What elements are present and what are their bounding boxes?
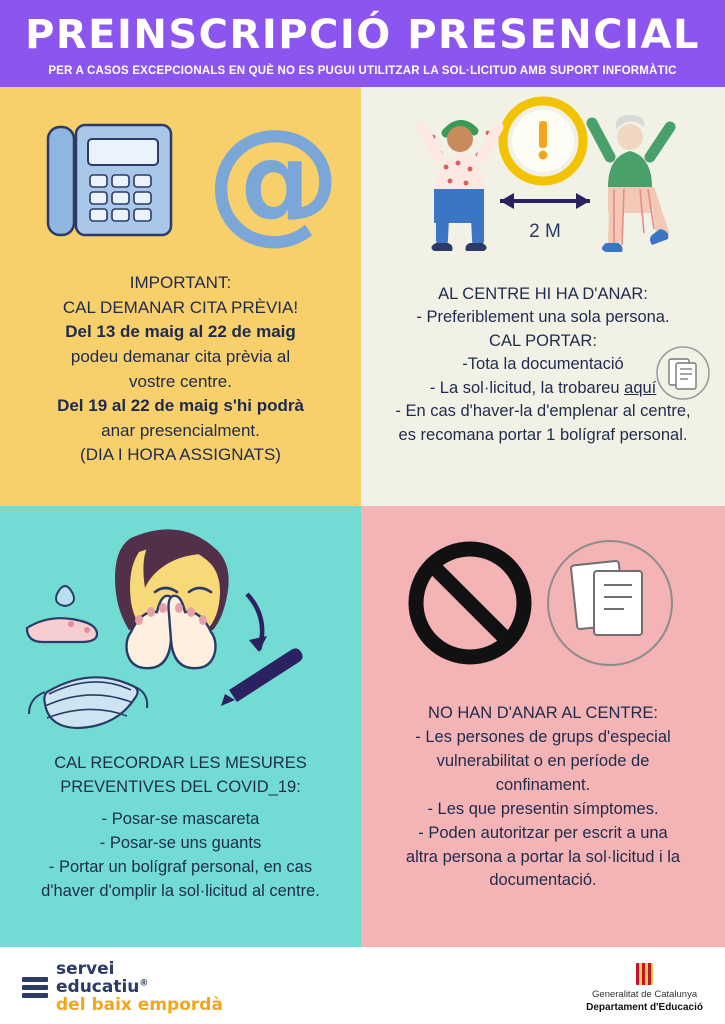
poster-footer [0, 951, 725, 1024]
br-line-8: documentació. [489, 871, 597, 890]
person-left-icon [422, 124, 498, 251]
page-title: PREINSCRIPCIÓ PRESENCIAL [25, 12, 700, 58]
bl-line-2: PREVENTIVES DEL COVID_19: [60, 777, 301, 796]
at-sign-icon [206, 100, 341, 257]
quadrant-top-right [361, 87, 725, 506]
solicitud-link[interactable]: aquí [624, 378, 657, 397]
logo-line-1: servei [56, 959, 115, 980]
tl-line-3: Del 13 de maig al 22 de maig [65, 322, 296, 342]
telephone-and-at-illustration [16, 95, 346, 270]
tl-line-5: vostre centre. [129, 371, 232, 391]
tr-line-3: CAL PORTAR: [489, 331, 597, 350]
person-right-icon [592, 115, 670, 252]
br-line-6: - Poden autoritzar per escrit a una [418, 823, 668, 842]
quadrant-grid [0, 87, 725, 951]
servei-educatiu-logo [22, 961, 223, 1014]
gencat-line-1: Generalitat de Catalunya [592, 989, 698, 1000]
bottom-right-text [371, 702, 715, 893]
bottom-right-artwork [371, 512, 715, 702]
svg-text:@: @ [205, 99, 341, 257]
prohibition-icon [416, 549, 524, 657]
tr-line-7: es recomana portar 1 bolígraf personal. [398, 425, 688, 444]
tr-line-4: -Tota la documentació [462, 355, 624, 374]
hygiene-illustration [11, 512, 351, 752]
quadrant-bottom-left [0, 506, 361, 947]
bl-line-1: CAL RECORDAR LES MESURES [54, 754, 307, 772]
quadrant-top-left [0, 87, 361, 506]
br-line-3: vulnerabilitat o en període de [436, 751, 650, 770]
prohibition-and-documents-illustration [378, 515, 708, 700]
generalitat-logo [586, 963, 703, 1013]
tr-line-5-text: - La sol·licitud, la trobareu aquí [429, 378, 657, 397]
tl-line-7: anar presencialment. [101, 420, 260, 440]
soap-drop-hand-icon [27, 586, 97, 642]
bottom-left-text [10, 752, 351, 904]
poster-header [0, 0, 725, 87]
br-line-1: NO HAN D'ANAR AL CENTRE: [428, 704, 658, 722]
logo-line-3: del baix empordà [56, 994, 223, 1015]
tr-line-1: AL CENTRE HI HA D'ANAR: [438, 285, 648, 303]
quadrant-bottom-right [361, 506, 725, 947]
page-subtitle: PER A CASOS EXCEPCIONALS EN QUÈ NO ES PUGUI UTILITZAR LA SOL·LICITUD AMB SUPORT INFORMÀTIC [48, 65, 677, 77]
tl-line-8: (DIA I HORA ASSIGNATS) [80, 445, 281, 465]
social-distance-illustration [378, 93, 708, 283]
bl-line-3: - Posar-se mascareta [101, 809, 260, 828]
telephone-icon [48, 125, 171, 235]
top-left-text [10, 271, 351, 468]
tr-line-2: - Preferiblement una sola persona. [416, 308, 670, 327]
top-right-artwork [371, 93, 715, 283]
logo-registered-mark: ® [139, 978, 149, 989]
tl-line-1: IMPORTANT: [129, 273, 232, 292]
bl-line-6: d'haver d'omplir la sol·licitud al centre. [41, 881, 320, 900]
distance-label: 2 M [529, 221, 561, 242]
face-mask-icon [29, 677, 147, 728]
documents-icon [655, 345, 711, 401]
logo-bars-icon [22, 977, 48, 998]
br-line-5: - Les que presentin símptomes. [427, 799, 659, 818]
bl-line-5: - Portar un bolígraf personal, en cas [48, 857, 313, 876]
br-line-2: - Les persones de grups d'especial [415, 727, 671, 746]
tl-line-6: Del 19 al 22 de maig s'hi podrà [57, 396, 304, 416]
top-left-artwork [10, 93, 351, 271]
warning-exclamation-icon [503, 101, 583, 181]
washing-face-icon [115, 529, 229, 668]
br-line-7: altra persona a portar la sol·licitud i la [405, 847, 681, 866]
br-line-4: confinament. [495, 775, 591, 794]
bottom-left-artwork [10, 512, 351, 752]
catalonia-flag-icon [636, 963, 653, 985]
pen-icon [221, 648, 303, 706]
documents-icon [548, 541, 672, 665]
distance-arrow-icon [500, 193, 590, 209]
bl-line-4: - Posar-se uns guants [99, 833, 262, 852]
curved-arrow-icon [247, 594, 267, 652]
tl-line-2: CAL DEMANAR CITA PRÈVIA! [62, 297, 299, 317]
logo-line-2: educatiu® [56, 977, 149, 998]
gencat-line-2: Departament d'Educació [586, 1002, 703, 1013]
tr-line-6: - En cas d'haver-la d'emplenar al centre, [395, 402, 691, 421]
tl-line-4: podeu demanar cita prèvia al [70, 346, 291, 366]
